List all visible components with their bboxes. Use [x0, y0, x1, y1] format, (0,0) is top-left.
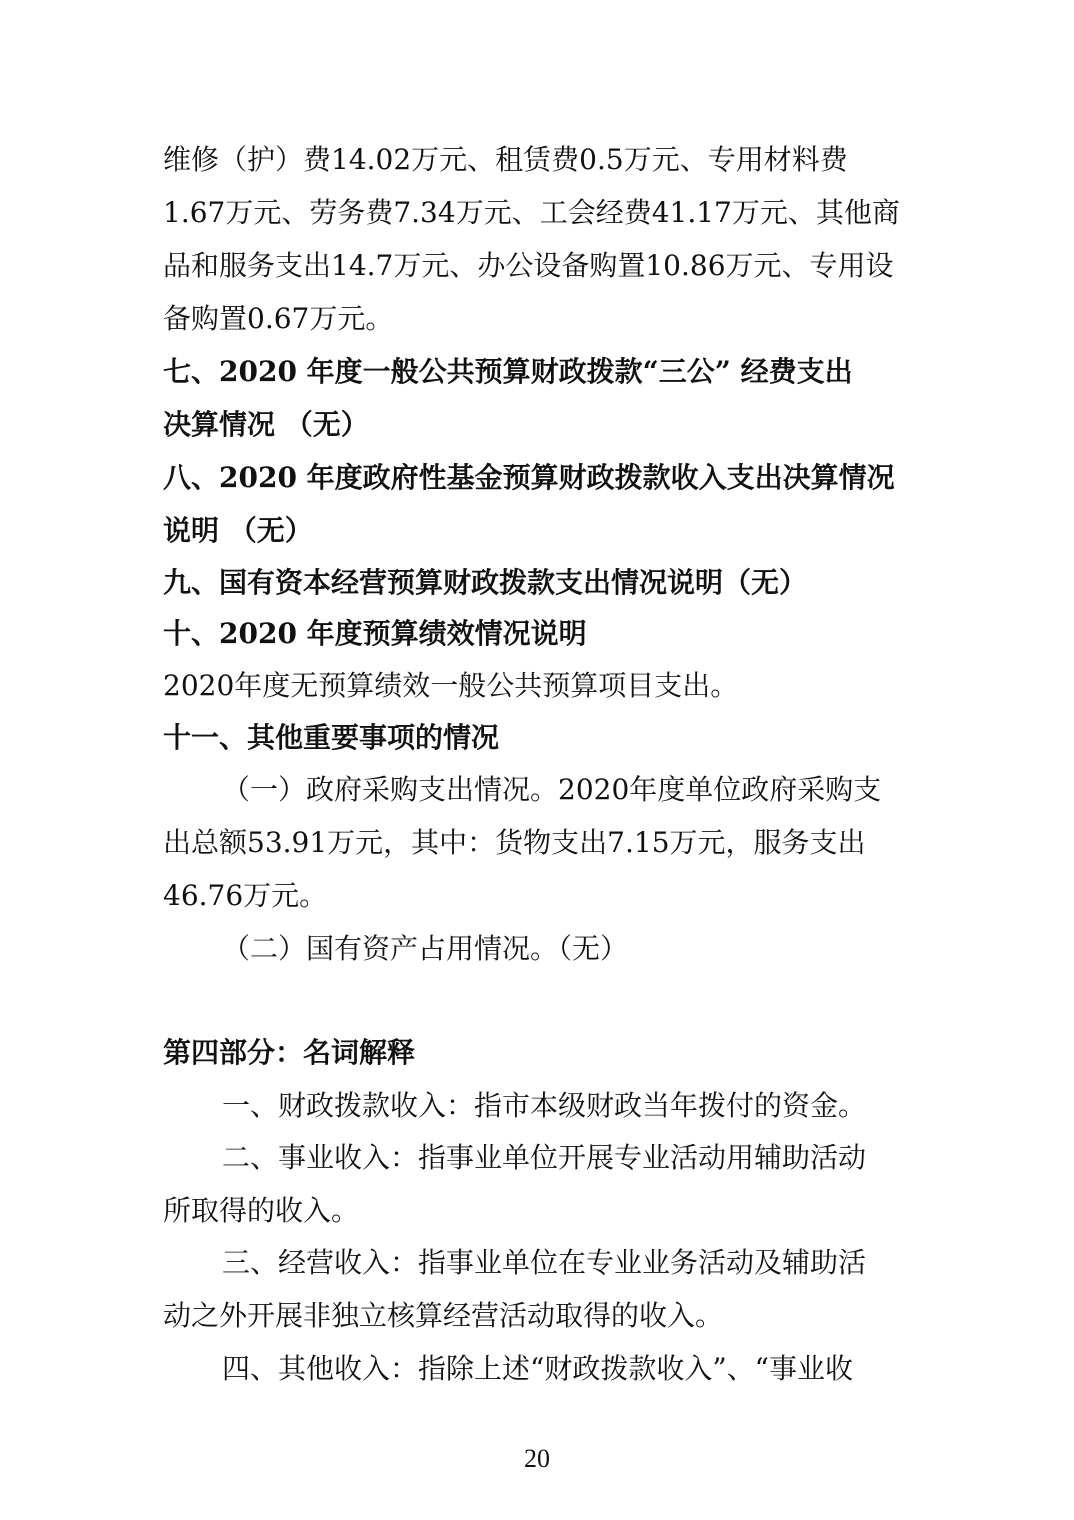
section-heading: 九、国有资本经营预算财政拨款支出情况说明（无） [163, 566, 808, 599]
text-line: 一、财政拨款收入：指市本级财政当年拨付的资金。 [222, 1089, 867, 1122]
part-heading: 第四部分：名词解释 [163, 1036, 416, 1069]
text-line: 动之外开展非独立核算经营活动取得的收入。 [163, 1299, 724, 1332]
section-heading: 十、2020 年度预算绩效情况说明 [163, 617, 587, 650]
text-line: 2020年度无预算绩效一般公共预算项目支出。 [163, 669, 739, 702]
section-heading: 说明 （无） [163, 514, 313, 547]
section-heading: 八、2020 年度政府性基金预算财政拨款收入支出决算情况 [163, 461, 895, 494]
text-line: （二）国有资产占用情况。（无） [222, 932, 629, 965]
section-heading: 七、2020 年度一般公共预算财政拨款“三公” 经费支出 [163, 355, 853, 388]
text-line: 备购置0.67万元。 [163, 302, 394, 335]
text-line: 品和服务支出14.7万元、办公设备购置10.86万元、专用设 [163, 249, 894, 282]
section-heading: 决算情况 （无） [163, 408, 369, 441]
text-line: 三、经营收入：指事业单位在专业业务活动及辅助活 [222, 1246, 867, 1279]
text-line: 出总额53.91万元，其中：货物支出7.15万元，服务支出 [163, 826, 866, 859]
text-line: 维修（护）费14.02万元、租赁费0.5万元、专用材料费 [163, 143, 848, 176]
page-number: 20 [524, 1444, 550, 1473]
text-line: 所取得的收入。 [163, 1194, 360, 1227]
text-line: 四、其他收入：指除上述“财政拨款收入”、“事业收 [222, 1352, 853, 1385]
text-line: 46.76万元。 [163, 879, 328, 912]
text-line: 二、事业收入：指事业单位开展专业活动用辅助活动 [222, 1141, 867, 1174]
section-heading: 十一、其他重要事项的情况 [163, 721, 500, 754]
text-line: （一）政府采购支出情况。2020年度单位政府采购支 [222, 773, 882, 806]
text-line: 1.67万元、劳务费7.34万元、工会经费41.17万元、其他商 [163, 196, 900, 229]
